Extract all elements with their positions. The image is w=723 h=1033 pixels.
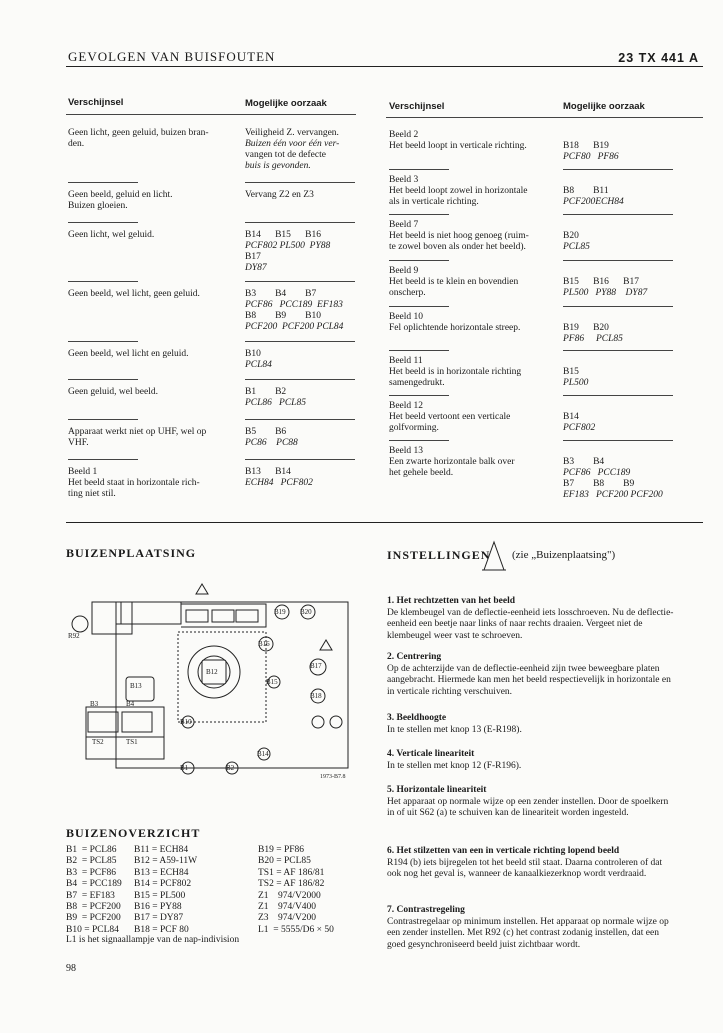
row-rule (68, 459, 138, 460)
symptom-cell (68, 467, 238, 500)
row-rule (68, 341, 138, 342)
cause-line: B7 B8 B9 (563, 479, 635, 489)
symptom-line: Beeld 11 (389, 356, 423, 366)
row-rule (389, 440, 449, 441)
symptom-cell (389, 130, 559, 152)
cause-line: PCF802 PL500 PY88 (245, 241, 331, 251)
setting-item (387, 652, 677, 698)
label-b2: B2 (226, 764, 235, 772)
symptom-line: VHF. (68, 438, 89, 448)
symptom-line: Geen geluid, wel beeld. (68, 387, 158, 397)
symptom-line: Beeld 1 (68, 467, 98, 477)
symptom-cell (389, 220, 559, 253)
table-bottom-rule (66, 522, 703, 523)
symptom-line: als in verticale richting. (389, 197, 479, 207)
overview-cell: B18 = PCF 80 (134, 924, 189, 935)
row-rule (563, 350, 673, 351)
row-rule (389, 260, 449, 261)
overview-cell: B15 = PL500 (134, 890, 186, 901)
cause-line: B17 (245, 252, 261, 262)
label-b12: B12 (206, 668, 218, 676)
symptom-line: Beeld 7 (389, 220, 419, 230)
label-b3: B3 (90, 700, 99, 708)
overview-cell: B14 = PCF802 (134, 879, 192, 890)
symptom-line: Beeld 2 (389, 130, 419, 140)
cause-line: B15 (563, 367, 579, 377)
chassis-drawing (66, 572, 356, 782)
header-rule (66, 66, 703, 67)
setting-text: In te stellen met knop 12 (F-R196). (387, 760, 522, 771)
overview-cell: B17 = DY87 (134, 913, 184, 924)
symptom-cell (68, 349, 238, 360)
symptom-line: Beeld 9 (389, 266, 419, 276)
symptom-line: samengedrukt. (389, 378, 445, 388)
symptom-line: Het beeld vertoont een verticale (389, 412, 511, 422)
symptom-cell (389, 401, 559, 434)
cause-line: PL500 (563, 378, 589, 388)
overview-cell: B1 = PCL86 (66, 845, 117, 855)
label-b19: B19 (274, 608, 286, 616)
left-table-header-rule (66, 114, 356, 115)
label-b16: B16 (258, 640, 270, 648)
cause-line: B19 B20 (563, 323, 609, 333)
setting-title: 4. Verticale lineariteit (387, 749, 475, 759)
cause-cell (245, 289, 343, 333)
symptom-cell (68, 128, 238, 150)
overview-cell: B11 = ECH84 (134, 845, 189, 855)
label-ts2: TS2 (92, 738, 104, 746)
setting-text: R194 (b) iets bijregelen tot het beeld stil staat. Daarna controleren of dat ook nog het geval is, wanneer de kanaalkiezerknop wordt verdraaid. (387, 857, 663, 879)
overview-cell: B7 = EF183 (66, 890, 115, 901)
cause-line: B14 B15 B16 (245, 230, 322, 240)
cause-cell (245, 349, 272, 371)
symptom-line: Het beeld loopt zowel in horizontale (389, 186, 528, 196)
overview-cell: TS2 = AF 186/82 (258, 879, 325, 890)
cause-line: PCF86 PCC189 EF183 (245, 300, 343, 310)
cause-line: EF183 PCF200 PCF200 (563, 490, 663, 500)
symptom-line: Het beeld is te klein en bovendien (389, 277, 519, 287)
label-b18: B18 (310, 692, 322, 700)
right-table-header-rule (386, 117, 703, 118)
setting-title: 3. Beeldhoogte (387, 713, 447, 723)
cause-line: PCF802 (563, 423, 596, 433)
cause-line: PC86 PC88 (245, 438, 298, 448)
cause-line: Vervang Z2 en Z3 (245, 190, 314, 200)
row-rule (68, 379, 138, 380)
overview-note: L1 is het signaallampje van de nap-indivision (66, 935, 240, 945)
overview-cell: B19 = PF86 (258, 845, 305, 855)
symptom-line: den. (68, 139, 85, 149)
row-rule (245, 459, 355, 460)
overview-cell: B8 = PCF200 (66, 902, 121, 912)
cause-line: PCF80 PF86 (563, 152, 619, 162)
cause-line: PL500 PY88 DY87 (563, 288, 648, 298)
row-rule (68, 419, 138, 420)
cause-cell (563, 367, 588, 389)
cause-line: PCF200 PCF200 PCL84 (245, 322, 344, 332)
cause-line: B13 B14 (245, 467, 291, 477)
symptom-line: Geen licht, geen geluid, buizen bran- (68, 128, 209, 138)
setting-title: 6. Het stilzetten van een in verticale richting lopend beeld (387, 846, 620, 856)
setting-item (387, 905, 677, 951)
cause-cell (245, 190, 314, 201)
setting-item (387, 596, 677, 642)
setting-item (387, 713, 677, 736)
cause-line: PCF200ECH84 (563, 197, 624, 207)
symptom-line: Geen beeld, geluid en licht. (68, 190, 173, 200)
row-rule (563, 169, 673, 170)
symptom-cell (68, 190, 238, 212)
symptom-cell (389, 446, 559, 479)
left-col-symptom: Verschijnsel (68, 97, 124, 108)
symptom-line: Fel oplichtende horizontale streep. (389, 323, 521, 333)
cause-cell (563, 231, 590, 253)
label-b14: B14 (257, 750, 269, 758)
row-rule (389, 306, 449, 307)
row-rule (389, 214, 449, 215)
setting-text: Contrastregelaar op minimum instellen. Het apparaat op normale wijze op een zender instellen. Met R92 (c) het contrast zodanig instellen, dat een goed gesynchroniseerd beeld juist zichtbaar wordt. (387, 916, 669, 950)
row-rule (563, 260, 673, 261)
cause-cell (245, 230, 330, 274)
row-rule (245, 182, 355, 183)
label-b17: B17 (310, 662, 322, 670)
symptom-line: Beeld 12 (389, 401, 424, 411)
cause-cell (563, 186, 624, 208)
symptom-line: golfvorming. (389, 423, 439, 433)
overview-title: BUIZENOVERZICHT (66, 826, 201, 840)
overview-cell: B9 = PCF200 (66, 913, 121, 924)
setting-item (387, 846, 677, 881)
placement-title: BUIZENPLAATSING (66, 546, 197, 560)
setting-text: In te stellen met knop 13 (E-R198). (387, 724, 522, 735)
label-ts1: TS1 (126, 738, 138, 746)
setting-item (387, 749, 677, 772)
symptom-cell (389, 266, 559, 299)
setting-text: Het apparaat op normale wijze op een zender instellen. Door de spoelkern in of uit S62 (a) te schuiven kan de lineariteit worden ingesteld. (387, 796, 669, 818)
cause-line: B14 (563, 412, 579, 422)
cause-cell (245, 427, 298, 449)
symptom-line: Beeld 3 (389, 175, 419, 185)
right-col-symptom: Verschijnsel (389, 101, 445, 112)
row-rule (563, 306, 673, 307)
label-r92: R92 (68, 632, 80, 640)
cause-line: Buizen één voor één ver- (245, 139, 340, 149)
setting-title: 2. Centrering (387, 652, 442, 662)
label-b10: B10 (180, 718, 192, 726)
setting-title: 5. Horizontale lineariteit (387, 785, 487, 795)
diagram-code: 1973-B7.8 (320, 774, 346, 780)
row-rule (389, 169, 449, 170)
symptom-line: ting niet stil. (68, 489, 116, 499)
setting-title: 1. Het rechtzetten van het beeld (387, 596, 516, 606)
symptom-line: het gehele beeld. (389, 468, 454, 478)
overview-cell: B13 = ECH84 (134, 867, 189, 878)
row-rule (68, 182, 138, 183)
symptom-cell (389, 356, 559, 389)
page-number: 98 (66, 963, 76, 974)
symptom-cell (389, 312, 559, 334)
symptom-line: onscherp. (389, 288, 426, 298)
cause-line: B10 (245, 349, 261, 359)
label-b20: B20 (300, 608, 312, 616)
cause-line: B3 B4 B7 (245, 289, 317, 299)
row-rule (68, 281, 138, 282)
cause-line: PCL85 (563, 242, 590, 252)
setting-title: 7. Contrastregeling (387, 905, 465, 915)
symptom-line: Beeld 13 (389, 446, 424, 456)
cause-cell (563, 277, 647, 299)
symptom-line: Geen beeld, wel licht en geluid. (68, 349, 189, 359)
overview-cell: B10 = PCL84 (66, 924, 119, 935)
row-rule (68, 222, 138, 223)
symptom-cell (68, 289, 238, 300)
symptom-line: Geen beeld, wel licht, geen geluid. (68, 289, 200, 299)
settings-subtitle: (zie „Buizenplaatsing") (512, 549, 616, 561)
label-b13: B13 (130, 682, 142, 690)
cause-line: B8 B9 B10 (245, 311, 322, 321)
cause-line: PCL84 (245, 360, 272, 370)
overview-cell: Z1 974/V400 (258, 902, 317, 912)
row-rule (245, 281, 355, 282)
page-title: GEVOLGEN VAN BUISFOUTEN (68, 49, 276, 64)
cause-line: B3 B4 (563, 457, 605, 467)
cause-line: B5 B6 (245, 427, 287, 437)
cause-line: B1 B2 (245, 387, 287, 397)
symptom-line: Het beeld staat in horizontale rich- (68, 478, 200, 488)
cause-line: buis is gevonden. (245, 161, 311, 171)
row-rule (563, 214, 673, 215)
row-rule (245, 341, 355, 342)
symptom-line: te zowel boven als onder het beeld). (389, 242, 526, 252)
cause-line: B15 B16 B17 (563, 277, 640, 287)
cause-cell (245, 467, 313, 489)
symptom-line: Geen licht, wel geluid. (68, 230, 155, 240)
overview-cell: B2 = PCL85 (66, 856, 117, 867)
row-rule (245, 379, 355, 380)
symptom-cell (68, 387, 238, 398)
overview-cell: B4 = PCC189 (66, 879, 122, 890)
cause-cell (563, 141, 619, 163)
cause-cell (245, 128, 339, 172)
cause-line: B18 B19 (563, 141, 609, 151)
overview-cell: Z3 974/V200 (258, 913, 317, 924)
cause-line: PCL86 PCL85 (245, 398, 306, 408)
left-col-cause: Mogelijke oorzaak (245, 98, 327, 109)
cause-line: DY87 (245, 263, 267, 273)
cause-line: vangen tot de defecte (245, 150, 326, 160)
cause-line: Veiligheid Z. vervangen. (245, 128, 339, 138)
right-col-cause: Mogelijke oorzaak (563, 101, 645, 112)
triangle-icon (482, 540, 506, 574)
settings-title: INSTELLINGEN (387, 548, 491, 562)
row-rule (563, 440, 673, 441)
symptom-line: Apparaat werkt niet op UHF, wel op (68, 427, 207, 437)
cause-line: PF86 PCL85 (563, 334, 623, 344)
cause-line: ECH84 PCF802 (245, 478, 313, 488)
row-rule (563, 395, 673, 396)
overview-cell: B20 = PCL85 (258, 856, 311, 867)
label-b15: B15 (266, 678, 278, 686)
symptom-line: Het beeld is in horizontale richting (389, 367, 522, 377)
tube-placement-diagram (66, 572, 356, 782)
model-number: 23 TX 441 A (618, 51, 699, 65)
cause-line: B8 B11 (563, 186, 609, 196)
cause-line: B20 (563, 231, 579, 241)
symptom-line: Het beeld is niet hoog genoeg (ruim- (389, 231, 529, 241)
overview-cell: L1 = 5555/D6 × 50 (258, 924, 334, 935)
row-rule (245, 222, 355, 223)
cause-cell (563, 457, 663, 501)
label-b1: B1 (180, 764, 189, 772)
symptom-line: Beeld 10 (389, 312, 424, 322)
symptom-line: Het beeld loopt in verticale richting. (389, 141, 527, 151)
overview-cell: B12 = A59-11W (134, 856, 198, 867)
setting-text: De klembeugel van de deflectie-eenheid iets losschroeven. Nu de deflectie-eenheid een beetje naar links of naar rechts draaien. Vergeet niet de klembeugel weer vast te schroeven. (387, 607, 674, 641)
overview-cell: B16 = PY88 (134, 902, 182, 912)
symptom-line: Buizen gloeien. (68, 201, 128, 211)
symptom-cell (68, 427, 238, 449)
overview-cell: B3 = PCF86 (66, 867, 116, 878)
symptom-line: Een zwarte horizontale balk over (389, 457, 515, 467)
cause-cell (563, 412, 595, 434)
row-rule (245, 419, 355, 420)
symptom-cell (68, 230, 238, 241)
symptom-cell (389, 175, 559, 208)
label-b4: B4 (126, 700, 135, 708)
cause-cell (563, 323, 623, 345)
row-rule (389, 395, 449, 396)
cause-cell (245, 387, 306, 409)
setting-text: Op de achterzijde van de deflectie-eenheid zijn twee beweegbare platen aangebracht. Hiermede kan men het beeld respectievelijk in horizontale en in verticale richting verschuiven. (387, 663, 671, 697)
overview-cell: Z1 974/V2000 (258, 890, 321, 901)
row-rule (389, 350, 449, 351)
cause-line: PCF86 PCC189 (563, 468, 631, 478)
setting-item (387, 785, 677, 820)
overview-cell: TS1 = AF 186/81 (258, 867, 325, 878)
